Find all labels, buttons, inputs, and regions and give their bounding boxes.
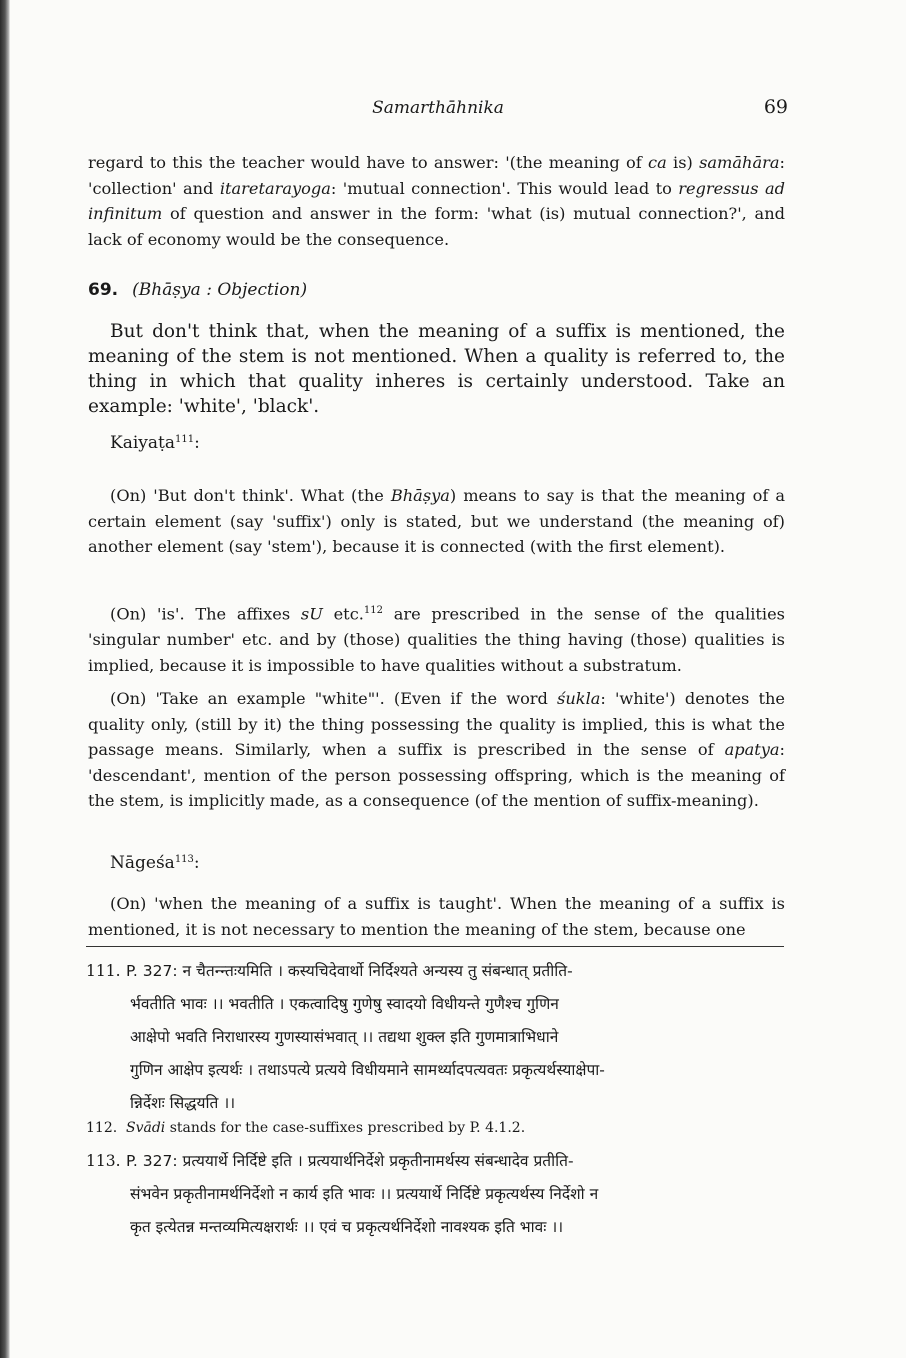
footnote-rule (86, 946, 784, 947)
kaiyata-label: Kaiyaṭa$^{111}$: (110, 433, 200, 453)
footnote-111: 111. P. 327: न चैतन्न्तःयमिति । कस्यचिदेवार्थो निर्दिश्यते अन्यस्य तु संबन्धात् प्रतीति- र्भवतीति भावः ।। भवतीति । एकत्वादिषु गुणेषु स्वादयो विधीयन्ते गुणैश्च गुणिन आक्षेपो भवति निराधारस्य गुणस्यासंभवात् ।। तद्यथा शुक्ल इति गुणमात्राभिधाने गुणिन आक्षेप इत्यर्थः । तथाऽपत्ये प्रत्यये विधीयमाने सामर्थ्यादपत्यवतः प्रकृत्यर्थस्याक्षेपा- न्निर्देशः सिद्धयति ।। (86, 962, 605, 1112)
running-title: Samarthāhnika (372, 98, 504, 118)
paragraph-continuation: regard to this the teacher would have to answer: '(the meaning of ca is) samāhāra: 'collection' and itaretarayoga: 'mutual connection'. This would lead to regressus ad infinitum of question and answer in the form: 'what (is) mutual connection?', and lack of economy would be the consequence. (88, 153, 785, 249)
bhasya-paragraph: But don't think that, when the meaning of a suffix is mentioned, the meaning of the stem is not mentioned. When a quality is referred to, the thing in which that quality inheres is certainly understood. Take an example: 'white', 'black'. (88, 321, 785, 417)
section-title: (Bhāṣya : Objection) (132, 280, 308, 300)
footnote-113: 113. P. 327: प्रत्ययार्थे निर्दिष्टे इति । प्रत्ययार्थनिर्देशे प्रकृतीनामर्थस्य संबन्धादेव प्रतीति- संभवेन प्रकृतीनामर्थनिर्देशो न कार्य इति भावः ।। प्रत्ययार्थे निर्दिष्टे प्रकृत्यर्थस्य निर्देशो न कृत इत्येतन्न मन्तव्यमित्यक्षरार्थः ।। एवं च प्रकृत्यर्थनिर्देशो नावश्यक इति भावः ।। (86, 1152, 599, 1236)
nagesa-paragraph: (On) 'when the meaning of a suffix is taught'. When the meaning of a suffix is mentioned, it is not necessary to mention the meaning of the stem, because one (88, 894, 785, 939)
kaiyata-paragraph-2: (On) 'is'. The affixes sU etc.$^{112}$ are prescribed in the sense of the qualities 'singular number' etc. and by (those) qualities the thing having (those) qualities is implied, because it is impossible to have qualities without a substratum. (88, 604, 785, 675)
footnote-112: 112. Svādi stands for the case-suffixes prescribed by P. 4.1.2. (86, 1120, 526, 1136)
page-binding-shadow (0, 0, 10, 1358)
kaiyata-paragraph-1: (On) 'But don't think'. What (the Bhāṣya) means to say is that the meaning of a certain element (say 'suffix') only is stated, but we understand (the meaning of) another element (say 'stem'), because it is connected (with the first element). (88, 486, 785, 557)
section-heading (88, 280, 307, 300)
page-number: 69 (763, 96, 788, 118)
nagesa-label: Nāgeśa$^{113}$: (110, 853, 200, 873)
kaiyata-paragraph-3: (On) 'Take an example "white"'. (Even if the word śukla: 'white') denotes the quality only, (still by it) the thing possessing the quality is implied, this is what the passage means. Similarly, when a suffix is prescribed in the sense of apatya: 'descendant', mention of the person possessing offspring, which is the meaning of the stem, is implicitly made, as a consequence (of the mention of suffix-meaning). (88, 689, 785, 811)
section-number: 69. (88, 280, 119, 300)
running-head (88, 98, 788, 128)
